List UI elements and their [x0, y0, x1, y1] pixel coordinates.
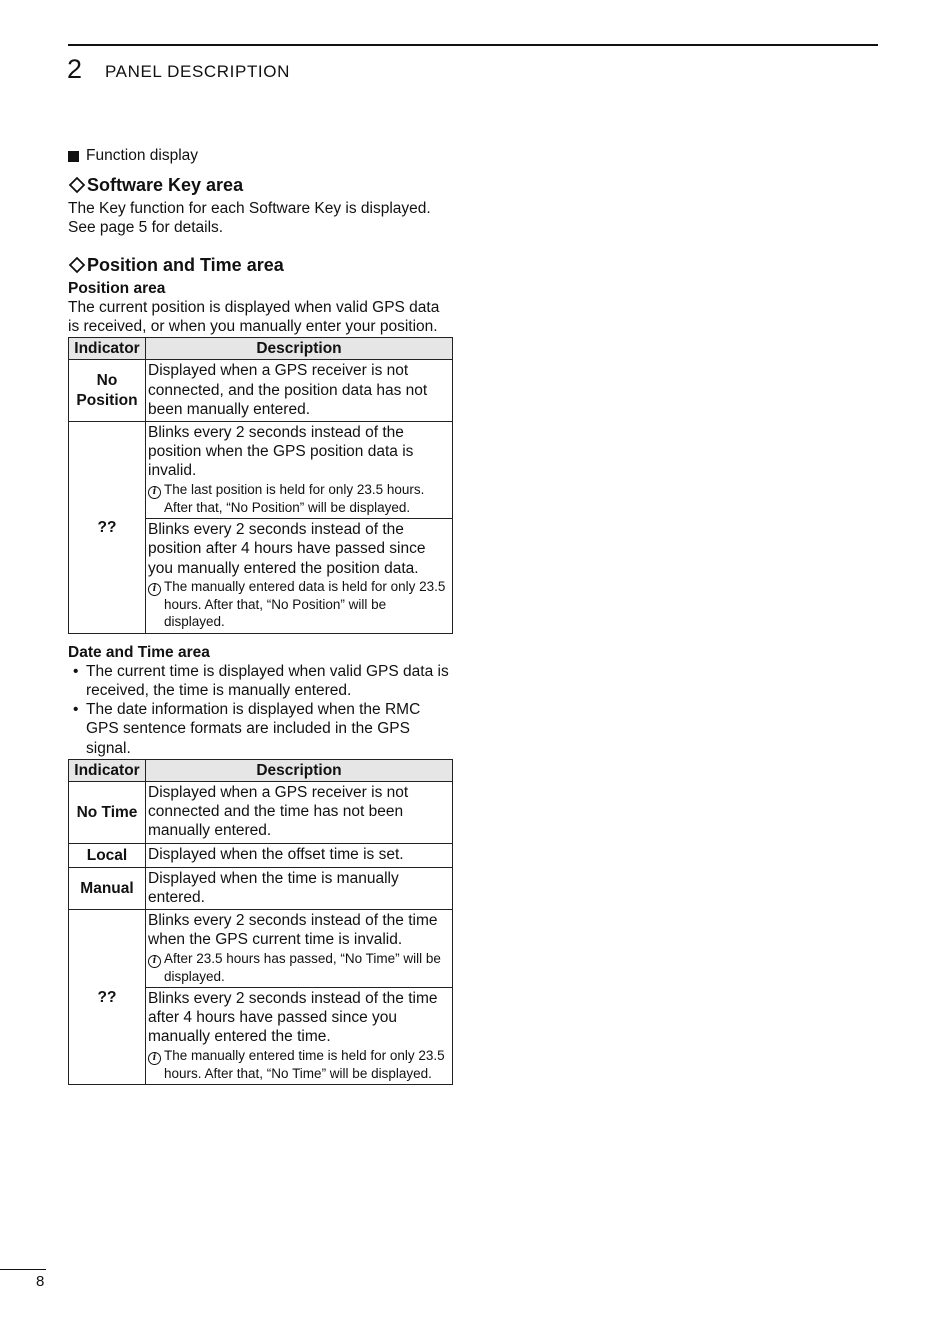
page-number: 8	[36, 1273, 45, 1290]
table-row	[69, 910, 453, 988]
description-cell: Blinks every 2 seconds instead of the position when the GPS position data is invalid. i The last position is held for only 23.5 hours. After that, “No Position” will be displayed.	[146, 422, 453, 519]
indicator-cell: ??	[69, 910, 146, 1085]
list-item: • The current time is displayed when valid GPS data is received, the time is manually entered.	[68, 662, 453, 700]
position-time-heading: Position and Time area	[68, 254, 453, 276]
chapter-title: PANEL DESCRIPTION	[105, 62, 290, 81]
description-cell: Displayed when a GPS receiver is not connected, and the position data has not been manually entered.	[146, 360, 453, 422]
info-icon: i	[148, 955, 161, 968]
table-row	[69, 422, 453, 519]
description-cell: Blinks every 2 seconds instead of the time after 4 hours have passed since you manually entered the time. i The manually entered time is held for only 23.5 hours. After that, “No Time” will be displayed.	[146, 988, 453, 1085]
table-row	[69, 867, 453, 909]
note: i The last position is held for only 23.5 hours. After that, “No Position” will be displayed.	[148, 481, 450, 517]
diamond-icon	[68, 256, 86, 274]
indicator-cell: ??	[69, 422, 146, 634]
description-cell: Blinks every 2 seconds instead of the position after 4 hours have passed since you manually entered the position data. i The manually entered data is held for only 23.5 hours. After that, “No Position” will be displayed.	[146, 519, 453, 634]
col-indicator: Indicator	[69, 338, 146, 360]
table-row	[69, 843, 453, 867]
software-key-text: The Key function for each Software Key is displayed. See page 5 for details.	[68, 200, 431, 237]
col-description: Description	[146, 338, 453, 360]
note: i After 23.5 hours has passed, “No Time” will be displayed.	[148, 950, 450, 986]
list-item: • The date information is displayed when the RMC GPS sentence formats are included in the GPS signal.	[68, 700, 453, 758]
chapter-number: 2	[67, 54, 83, 84]
indicator-cell: No Time	[69, 781, 146, 843]
note: i The manually entered time is held for only 23.5 hours. After that, “No Time” will be displayed.	[148, 1047, 450, 1083]
col-indicator: Indicator	[69, 759, 146, 781]
info-icon: i	[148, 486, 161, 499]
table-row	[69, 781, 453, 843]
square-bullet-icon	[68, 151, 79, 162]
description-cell: Blinks every 2 seconds instead of the time when the GPS current time is invalid. i After 23.5 hours has passed, “No Time” will be displayed.	[146, 910, 453, 988]
position-area-heading: Position area	[68, 279, 166, 297]
footer-rule	[0, 1269, 46, 1270]
content-column	[68, 146, 453, 1085]
header-rule	[68, 44, 878, 46]
software-key-heading: Software Key area	[68, 174, 453, 196]
info-icon: i	[148, 583, 161, 596]
indicator-cell: No Position	[69, 360, 146, 422]
position-area-text: The current position is displayed when valid GPS data is received, or when you manually enter your position.	[68, 298, 440, 335]
info-icon: i	[148, 1052, 161, 1065]
indicator-cell: Local	[69, 843, 146, 867]
date-time-bullets	[68, 662, 453, 758]
position-table	[68, 337, 453, 634]
table-header-row	[69, 338, 453, 360]
table-row	[69, 360, 453, 422]
table-header-row	[69, 759, 453, 781]
time-table	[68, 759, 453, 1085]
description-cell: Displayed when a GPS receiver is not connected and the time has not been manually entered.	[146, 781, 453, 843]
note: i The manually entered data is held for only 23.5 hours. After that, “No Position” will be displayed.	[148, 578, 450, 631]
col-description: Description	[146, 759, 453, 781]
description-cell: Displayed when the time is manually entered.	[146, 867, 453, 909]
date-time-heading: Date and Time area	[68, 643, 210, 661]
diamond-icon	[68, 176, 86, 194]
indicator-cell: Manual	[69, 867, 146, 909]
section-label: Function display	[68, 146, 453, 166]
description-cell: Displayed when the offset time is set.	[146, 843, 453, 867]
